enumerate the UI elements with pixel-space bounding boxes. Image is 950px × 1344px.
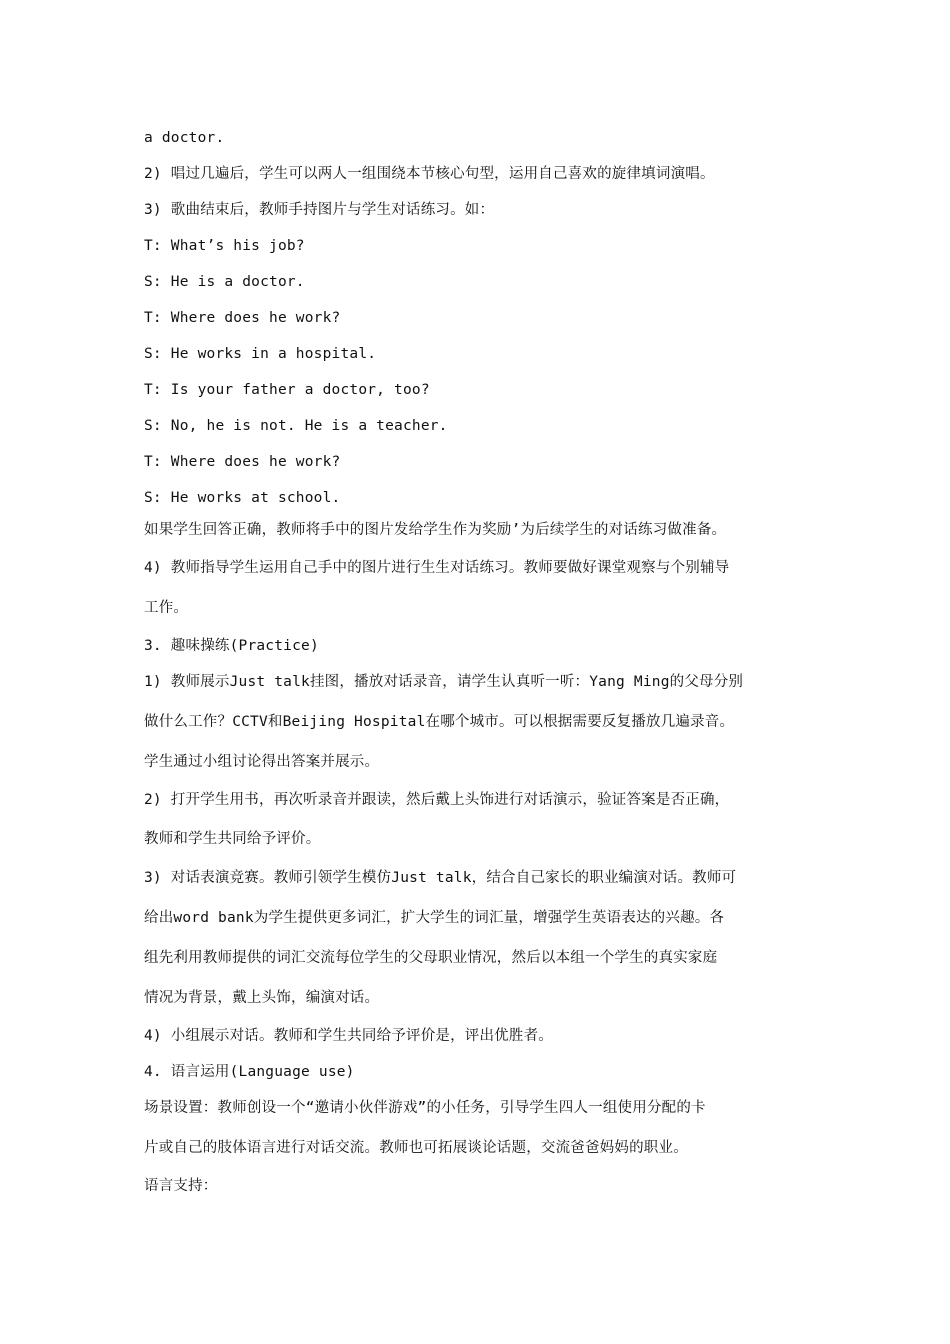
text-line: 学生通过小组讨论得出答案并展示。 [144, 754, 380, 770]
text-line: 工作。 [144, 600, 189, 616]
text-line: 4) 小组展示对话。教师和学生共同给予评价是，评出优胜者。 [144, 1028, 553, 1044]
text-line: 给出word bank为学生提供更多词汇，扩大学生的词汇量，增强学生英语表达的兴趣。各 [144, 910, 725, 926]
text-line: T: Is your father a doctor, too? [144, 382, 430, 398]
text-line: T: Where does he work? [144, 310, 341, 326]
text-line: S: He works in a hospital. [144, 346, 377, 362]
text-line: 3) 对话表演竞赛。教师引领学生模仿Just talk，结合自己家长的职业编演对话。教师可 [144, 870, 737, 886]
text-line: S: No, he is not. He is a teacher. [144, 418, 448, 434]
text-line: 语言支持： [144, 1178, 218, 1194]
text-line: 4) 教师指导学生运用自己手中的图片进行生生对话练习。教师要做好课堂观察与个别辅导 [144, 560, 730, 576]
text-line: 如果学生回答正确，教师将手中的图片发给学生作为奖励’为后续学生的对话练习做准备。 [144, 522, 727, 538]
text-line: 1) 教师展示Just talk挂图，播放对话录音，请学生认真听一听：Yang Ming的父母分别 [144, 674, 744, 690]
text-line: 2) 唱过几遍后，学生可以两人一组围绕本节核心句型，运用自己喜欢的旋律填词演唱。 [144, 166, 715, 182]
text-line: 组先利用教师提供的词汇交流每位学生的父母职业情况，然后以本组一个学生的真实家庭 [144, 950, 718, 966]
text-line: 做什么工作？CCTV和Beijing Hospital在哪个城市。可以根据需要反复播放几遍录音。 [144, 714, 735, 730]
text-line: S: He works at school. [144, 490, 341, 506]
text-line: T: What’s his job? [144, 238, 305, 254]
text-line: 情况为背景，戴上头饰，编演对话。 [144, 990, 380, 1006]
text-line: T: Where does he work? [144, 454, 341, 470]
section-heading: 4. 语言运用(Language use) [144, 1064, 355, 1080]
text-line: S: He is a doctor. [144, 274, 305, 290]
section-heading: 3. 趣味操练(Practice) [144, 638, 319, 654]
text-line: 2) 打开学生用书，再次听录音并跟读，然后戴上头饰进行对话演示，验证答案是否正确， [144, 792, 730, 808]
text-line: 教师和学生共同给予评价。 [144, 831, 321, 847]
text-line: a doctor. [144, 130, 225, 146]
text-line: 场景设置：教师创设一个“邀请小伙伴游戏”的小任务，引导学生四人一组使用分配的卡 [144, 1100, 706, 1116]
text-line: 3) 歌曲结束后，教师手持图片与学生对话练习。如： [144, 202, 495, 218]
text-line: 片或自己的肢体语言进行对话交流。教师也可拓展谈论话题，交流爸爸妈妈的职业。 [144, 1140, 688, 1156]
